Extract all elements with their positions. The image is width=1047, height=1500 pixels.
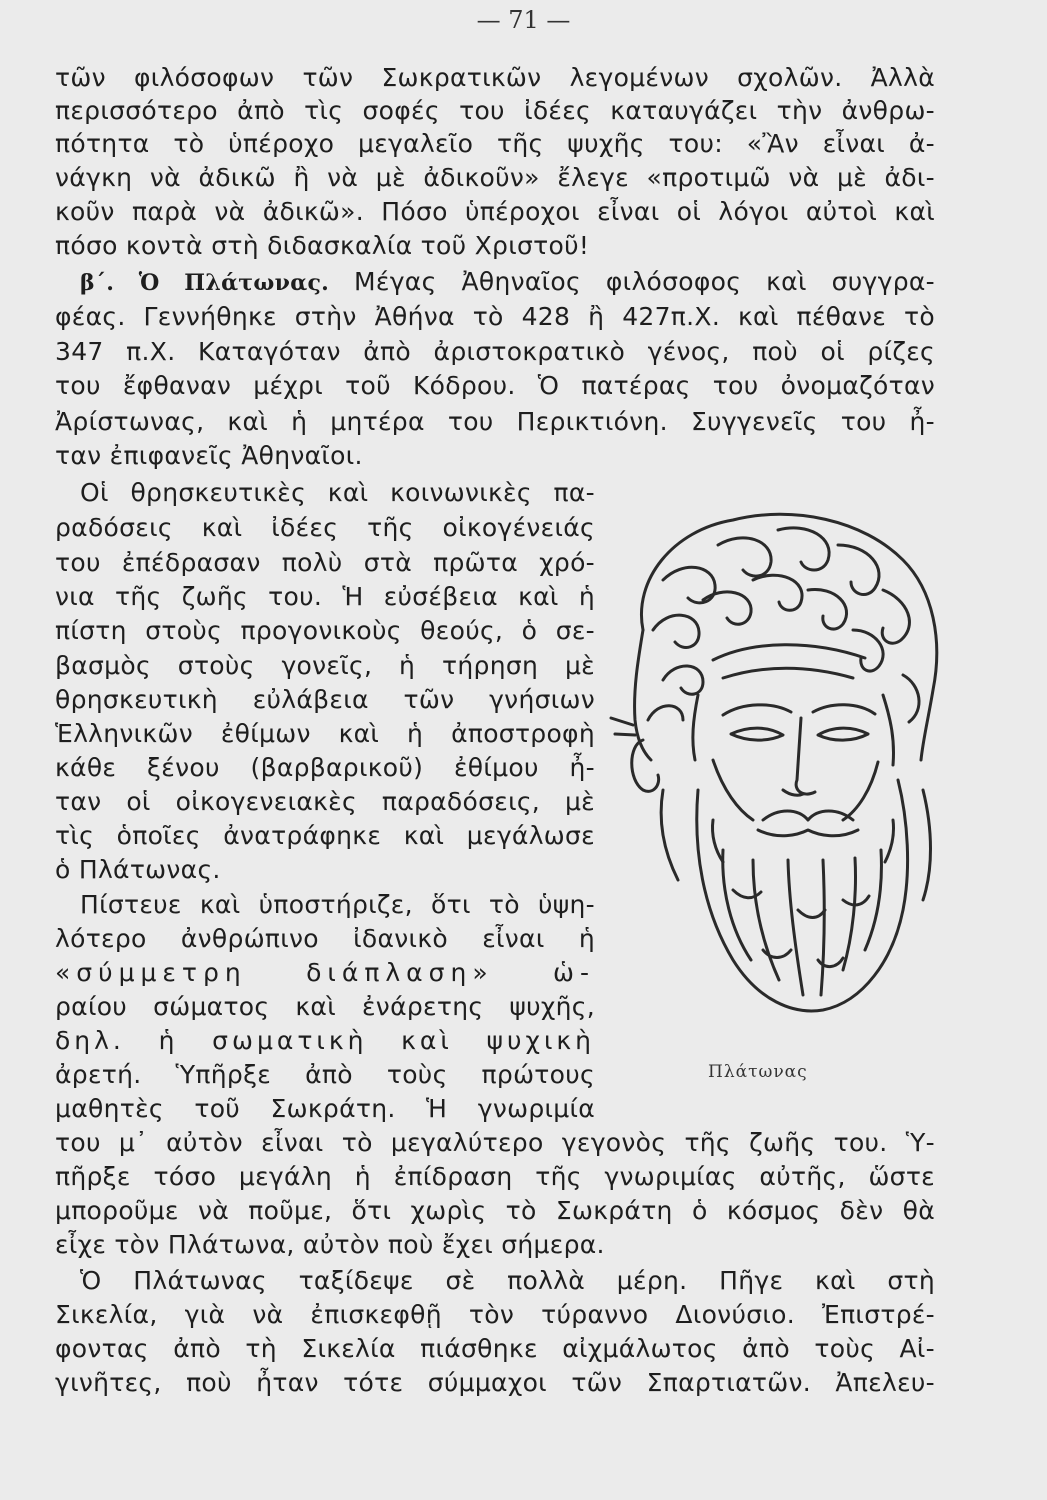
text-line: του ἐπέδρασαν πολὺ στὰ πρῶτα χρό-	[55, 548, 595, 577]
text-line: δηλ. ἡ σωματικὴ καὶ ψυχικὴ	[55, 1026, 595, 1055]
text-run: Μέγας Ἀθηναῖος φιλόσοφος καὶ συγγρα-	[354, 267, 935, 296]
text-line: «σύμμετρη διάπλαση» ὡ-	[55, 958, 595, 987]
text-line: ραίου σώματος καὶ ἐνάρετης ψυχῆς,	[55, 992, 595, 1021]
text-line: Πίστευε καὶ ὑποστήριζε, ὅτι τὸ ὑψη-	[80, 890, 595, 919]
text-line: ταν ἐπιφανεῖς Ἀθηναῖοι.	[55, 441, 363, 470]
text-line: θρησκευτικὴ εὐλάβεια τῶν γνήσιων	[55, 685, 595, 714]
text-line: νάγκη νὰ ἀδικῶ ἢ νὰ μὲ ἀδικοῦν» ἔλεγε «προτιμῶ νὰ μὲ ἀδι-	[55, 163, 935, 192]
text-line: τῶν φιλόσοφων τῶν Σωκρατικῶν λεγομένων σχολῶν. Ἀλλὰ	[55, 63, 935, 92]
text-line: μποροῦμε νὰ ποῦμε, ὅτι χωρὶς τὸ Σωκράτη ὁ κόσμος δὲν θὰ	[55, 1196, 935, 1225]
text-line: Οἱ θρησκευτικὲς καὶ κοινωνικὲς πα-	[80, 478, 595, 507]
text-line: εἶχε τὸν Πλάτωνα, αὐτὸν ποὺ ἔχει σήμερα.	[55, 1230, 605, 1259]
text-line: βασμὸς στοὺς γονεῖς, ἡ τήρηση μὲ	[55, 651, 595, 680]
text-line: περισσότερο ἀπὸ τὶς σοφές του ἰδέες καταυγάζει τὴν ἀνθρω-	[55, 96, 935, 125]
text-line: ἀρετή. Ὑπῆρξε ἀπὸ τοὺς πρώτους	[55, 1060, 595, 1089]
text-line: πῆρξε τόσο μεγάλη ἡ ἐπίδραση τῆς γνωριμίας αὐτῆς, ὥστε	[55, 1162, 935, 1191]
text-line: φέας. Γεννήθηκε στὴν Ἀθήνα τὸ 428 ἢ 427π.Χ. καὶ πέθανε τὸ	[55, 302, 935, 331]
text-line: τὶς ὁποῖες ἀνατράφηκε καὶ μεγάλωσε	[55, 821, 595, 850]
text-line: πότητα τὸ ὑπέροχο μεγαλεῖο τῆς ψυχῆς του: «Ἂν εἶναι ἀ-	[55, 129, 935, 158]
text-line: φοντας ἀπὸ τὴ Σικελία πιάσθηκε αἰχμάλωτος ἀπὸ τοὺς Αἰ-	[55, 1334, 935, 1363]
text-line: πίστη στοὺς προγονικοὺς θεούς, ὁ σε-	[55, 616, 595, 645]
text-line: Ἀρίστωνας, καὶ ἡ μητέρα του Περικτιόνη. Συγγενεῖς του ἦ-	[55, 407, 935, 436]
text-line: του μ᾽ αὐτὸν εἶναι τὸ μεγαλύτερο γεγονὸς τῆς ζωῆς του. Ὑ-	[55, 1128, 935, 1157]
text-line	[80, 266, 935, 299]
text-line: κάθε ξένου (βαρβαρικοῦ) ἐθίμου ἦ-	[55, 753, 595, 782]
text-line: ταν οἱ οἰκογενειακὲς παραδόσεις, μὲ	[55, 787, 595, 816]
text-line: ὁ Πλάτωνας.	[55, 855, 221, 884]
page-number: — 71 —	[476, 6, 571, 34]
text-line: κοῦν παρὰ νὰ ἀδικῶ». Πόσο ὑπέροχοι εἶναι οἱ λόγοι αὐτοὶ καὶ	[55, 197, 935, 226]
text-line: πόσο κοντὰ στὴ διδασκαλία τοῦ Χριστοῦ!	[55, 231, 590, 260]
text-line: Ἑλληνικῶν ἐθίμων καὶ ἡ ἀποστροφὴ	[55, 719, 595, 748]
text-line: 347 π.Χ. Καταγόταν ἀπὸ ἀριστοκρατικὸ γένος, ποὺ οἱ ρίζες	[55, 337, 935, 366]
text-line: λότερο ἀνθρώπινο ἰδανικὸ εἶναι ἡ	[55, 924, 595, 953]
text-line: γινῆτες, ποὺ ἦταν τότε σύμμαχοι τῶν Σπαρτιατῶν. Ἀπελευ-	[55, 1368, 935, 1397]
text-line: Ὁ Πλάτωνας ταξίδεψε σὲ πολλὰ μέρη. Πῆγε καὶ στὴ	[80, 1266, 935, 1295]
text-line: του ἔφθαναν μέχρι τοῦ Κόδρου. Ὁ πατέρας του ὀνομαζόταν	[55, 371, 935, 400]
text-line: ραδόσεις καὶ ἰδέες τῆς οἰκογένειάς	[55, 513, 595, 542]
text-line: Σικελία, γιὰ νὰ ἐπισκεφθῇ τὸν τύραννο Διονύσιο. Ἐπιστρέ-	[55, 1300, 935, 1329]
section-heading: β΄. Ὁ Πλάτωνας.	[80, 270, 330, 296]
text-line: μαθητὲς τοῦ Σωκράτη. Ἡ γνωριμία	[55, 1094, 595, 1123]
figure-caption: Πλάτωνας	[708, 1062, 808, 1082]
plato-bust-illustration	[603, 490, 958, 1060]
text-line: νια τῆς ζωῆς του. Ἡ εὐσέβεια καὶ ἡ	[55, 582, 595, 611]
